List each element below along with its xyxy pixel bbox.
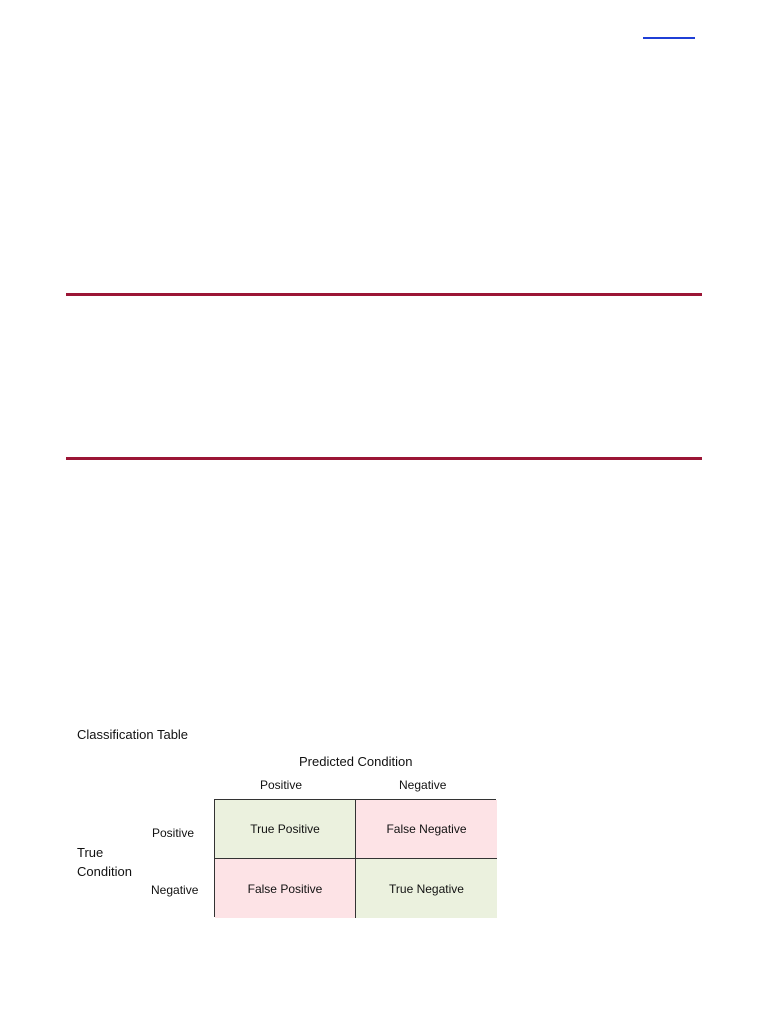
predicted-condition-header: Predicted Condition [299,754,413,769]
cell-false-negative: False Negative [356,800,497,859]
cell-true-positive: True Positive [215,800,356,859]
confusion-matrix [214,799,496,917]
classification-table-title: Classification Table [77,727,189,742]
cell-false-positive: False Positive [215,859,356,918]
section-divider-top [66,293,702,296]
column-header-positive: Positive [260,778,303,792]
section-divider-bottom [66,457,702,460]
row-header-negative: Negative [151,883,199,897]
top-link-underline[interactable] [643,37,695,39]
cell-true-negative: True Negative [356,859,497,918]
true-condition-header: True Condition [77,845,132,879]
row-header-positive: Positive [152,826,195,840]
column-header-negative: Negative [399,778,447,792]
